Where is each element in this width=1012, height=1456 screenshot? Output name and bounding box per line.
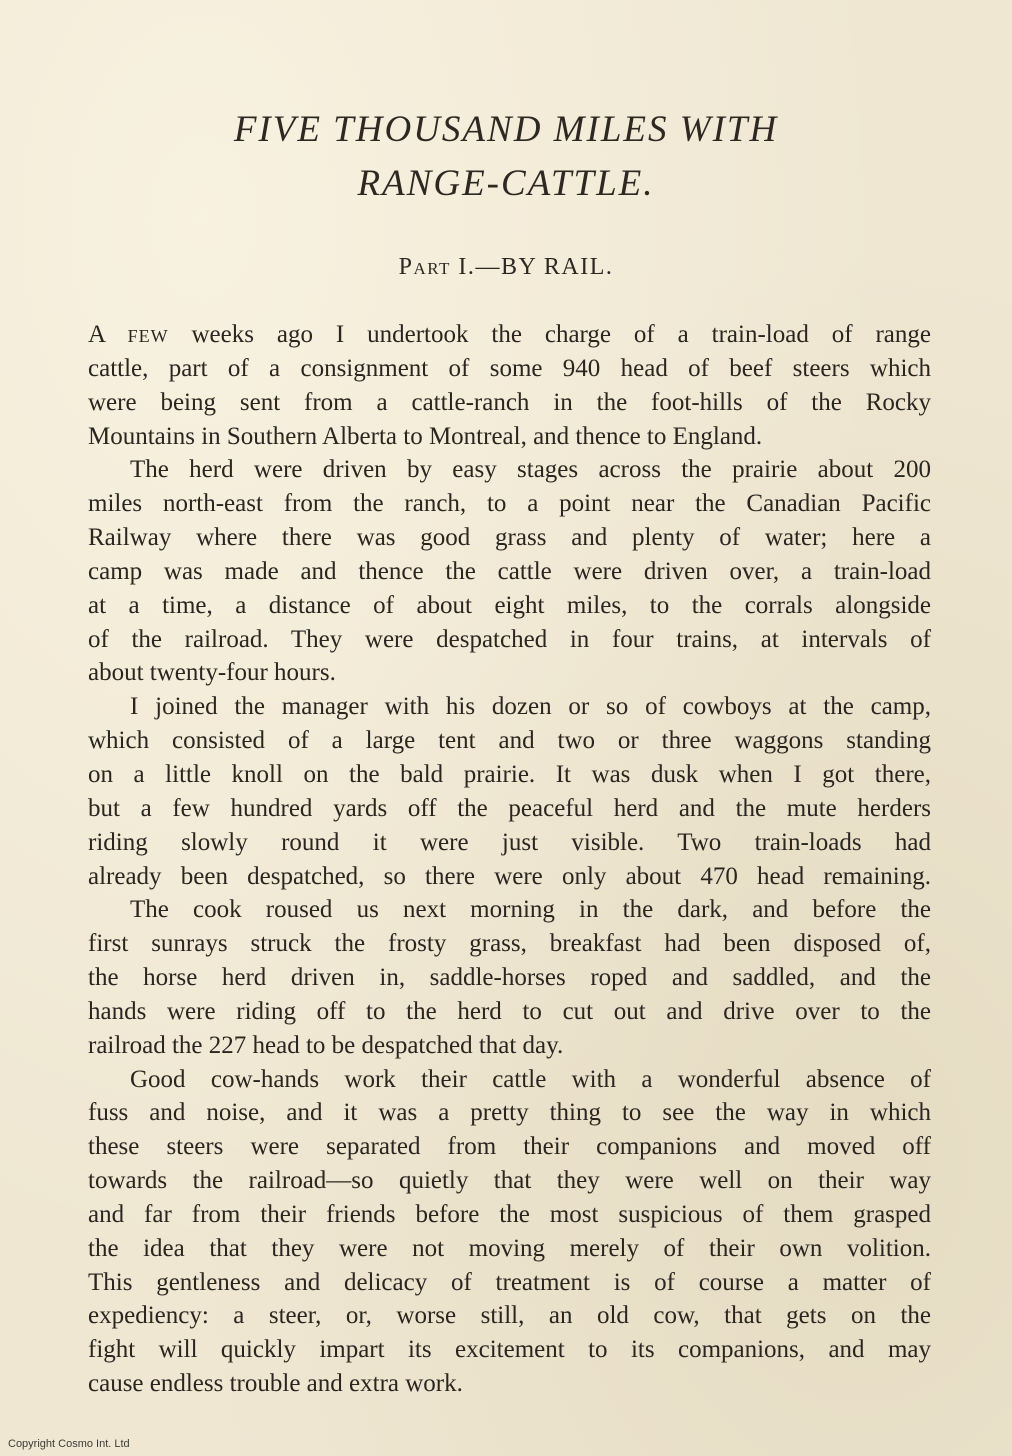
text-line: The cook roused us next morning in the dark, and before the <box>130 896 931 924</box>
text-line: these steers were separated from their companions and moved off <box>88 1133 931 1161</box>
body-text <box>88 318 931 1401</box>
text-line: towards the railroad—so quietly that they were well on their way <box>88 1167 931 1195</box>
text-line: which consisted of a large tent and two or three waggons standing <box>88 727 931 755</box>
text-line: I joined the manager with his dozen or so of cowboys at the camp, <box>130 693 931 721</box>
text-line: expediency: a steer, or, worse still, an old cow, that gets on the <box>88 1302 931 1330</box>
text-line: The herd were driven by easy stages across the prairie about 200 <box>130 456 931 484</box>
text-line: about twenty-four hours. <box>88 659 336 687</box>
text-line: A few weeks ago I undertook the charge of a train-load of range <box>88 321 931 348</box>
text-line: hands were riding off to the herd to cut out and drive over to the <box>88 997 931 1025</box>
text-line: railroad the 227 head to be despatched that day. <box>88 1031 564 1059</box>
text-line: riding slowly round it were just visible. Two train-loads had <box>88 828 931 856</box>
text-line: already been despatched, so there were only about 470 head remaining. <box>88 862 931 890</box>
text-line: were being sent from a cattle-ranch in the foot-hills of the Rocky <box>88 388 931 416</box>
copyright-watermark: Copyright Cosmo Int. Ltd <box>8 1438 130 1450</box>
text-line: fuss and noise, and it was a pretty thing to see the way in which <box>88 1099 931 1127</box>
article-title-line-2: RANGE-CATTLE. <box>357 163 655 204</box>
text-line: camp was made and thence the cattle were driven over, a train-load <box>88 557 931 585</box>
text-line: cause endless trouble and extra work. <box>88 1370 463 1398</box>
text-line: on a little knoll on the bald prairie. It was dusk when I got there, <box>88 760 931 788</box>
article-title-line-1: FIVE THOUSAND MILES WITH <box>233 109 779 150</box>
text-line: first sunrays struck the frosty grass, breakfast had been disposed of, <box>88 930 931 958</box>
text-line: and far from their friends before the most suspicious of them grasped <box>88 1200 931 1228</box>
text-line: Railway where there was good grass and plenty of water; here a <box>88 524 931 552</box>
text-line: This gentleness and delicacy of treatment is of course a matter of <box>88 1268 931 1296</box>
part-heading-rest: —BY RAIL. <box>475 254 614 280</box>
text-line: at a time, a distance of about eight miles, to the corrals alongside <box>88 591 931 619</box>
text-line: Good cow-hands work their cattle with a wonderful absence of <box>130 1065 931 1093</box>
text-line: cattle, part of a consignment of some 940 head of beef steers which <box>88 354 931 382</box>
part-heading <box>0 254 1012 281</box>
text-line: fight will quickly impart its excitement to its companions, and may <box>88 1336 931 1364</box>
text-line: the horse herd driven in, saddle-horses roped and saddled, and the <box>88 964 931 992</box>
text-line: miles north-east from the ranch, to a point near the Canadian Pacific <box>88 490 931 518</box>
part-heading-label: Part I. <box>398 254 476 280</box>
text-line: but a few hundred yards off the peaceful herd and the mute herders <box>88 794 931 822</box>
text-line: Mountains in Southern Alberta to Montreal, and thence to England. <box>88 422 763 450</box>
text-line: of the railroad. They were despatched in four trains, at intervals of <box>88 625 931 653</box>
text-line: the idea that they were not moving merely of their own volition. <box>88 1234 931 1262</box>
